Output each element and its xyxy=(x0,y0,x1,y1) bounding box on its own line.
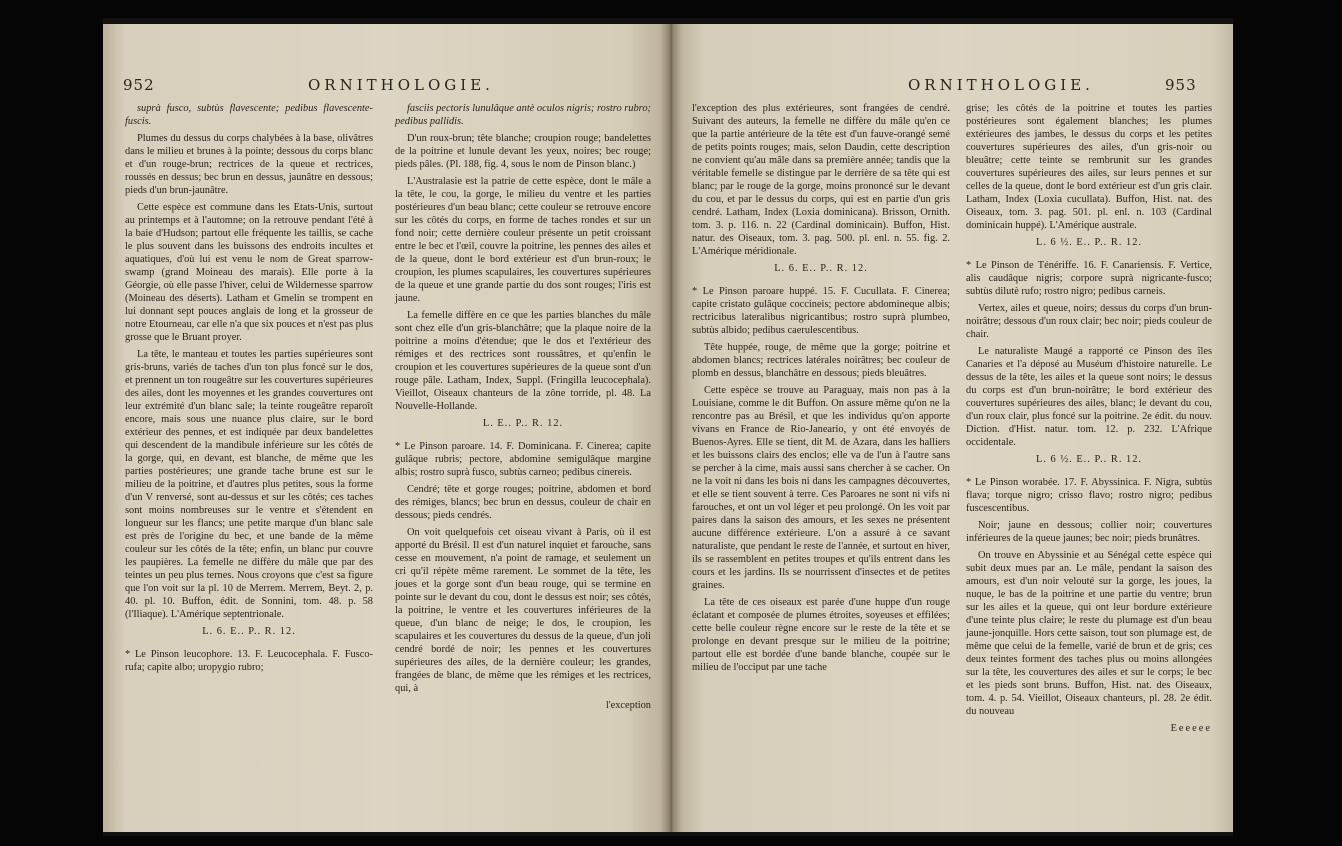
paragraph: l'exception des plus extérieures, sont frangées de cendré. Suivant des auteurs, la femelle ne diffère du mâle qu'en ce que la partie antérieure de la tête est d'un fauve-orangé semé de petits points rouges; mais, selon Daudin, cette description ne convient qu'au mâle dans sa première année; tandis que la véritable femelle se distingue par le derrière de sa tête qui est blanc; par le rouge de la gorge, moins prononcé sur le devant du cou, et par le dessus du corps, qui est en partie d'un gris cendré. Latham, Index (Loxia dominicana). Brisson, Ornith. tom. 3. p. 116. n. 22 (Cardinal dominicain). Buffon, Hist. natur. des Oiseaux, tom. 3. pag. 500. pl. enl. n. 55. fig. 2. L'Amérique méridionale. xyxy=(692,103,950,257)
left-header xyxy=(103,76,670,100)
paragraph: Vertex, ailes et queue, noirs; dessus du corps d'un brun-noirâtre; dessous d'un roux clair; bec noir; pieds couleur de chair. xyxy=(966,303,1212,340)
paragraph: On voit quelquefois cet oiseau vivant à Paris, où il est apporté du Brésil. Il est d'un naturel inquiet et farouche, sans cesse en mouvement, n'a point de ramage, et seulement un cri qu'il répète même rarement. Le sommet de la tête, les joues et la gorge sont d'un beau rouge, qui se termine en pointe sur le devant du cou, dont le dessus est noir; ses côtés, la poitrine, le ventre et les couvertures inférieures de la queue, d'un blanc de neige; le dos, le croupion, les scapulaires et les couvertures du dessus de la queue, d'un joli cendré bordé de noir; les pennes et les couvertures supérieures des ailes, de la dernière couleur; les grandes, frangées de blanc, de même que les rémiges et les rectrices, qui, à xyxy=(395,527,651,694)
measurement-line: L. 6 ½. E.. P.. R. 12. xyxy=(1036,454,1142,465)
measurement-line: L. E.. P.. R. 12. xyxy=(482,418,564,429)
species-entry: * Le Pinson de Ténériffe. 16. F. Canariensis. F. Vertice, alis caudâque nigris; corpore suprà nigricante-fusco; subtùs dilutè rufo; rostro nigro; pedibus carneis. xyxy=(966,260,1212,297)
page-number: 952 xyxy=(123,76,155,94)
right-header xyxy=(670,76,1233,100)
right-column-1 xyxy=(692,102,950,678)
species-entry: * Le Pinson worabée. 17. F. Abyssinica. F. Nigra, subtùs flava; torque nigro; crisso flavo; rostro nigro; pedibus fuscescentibus. xyxy=(966,477,1212,514)
paragraph: Cette espèce est commune dans les Etats-Unis, surtout au printemps et à l'automne; on la retrouve pendant l'été à la baie d'Hudson; partout elle fréquente les taillis, se cache le plus souvent dans les buissons des endroits incultes et aquatiques, d'où lui est venu le nom de Great sparrow-swamp (grand Moineau des marais). Elle porte à la Géorgie, où elle passe l'hiver, celui de Wildernesse sparrow (Moineau des déserts). Latham et Gmelin se trompent en lui donnant sept pouces anglais de long et la grosseur de notre Etourneau, car elle n'a que six pouces et n'est pas plus grosse que le Bruant proyer. xyxy=(125,202,373,343)
running-head: ORNITHOLOGIE. xyxy=(308,76,494,94)
page-number: 953 xyxy=(1165,76,1197,94)
paragraph: l'exception xyxy=(605,700,651,711)
open-book xyxy=(103,18,1233,836)
paragraph: On trouve en Abyssinie et au Sénégal cette espèce qui subit deux mues par an. Le mâle, pendant la saison des amours, est d'un noir velouté sur la gorge, les joues, la nuque, le bas de la poitrine et une partie du ventre; brun sur les ailes et la queue, qui ont leur bordure extérieure d'une teinte plus claire; le reste du plumage est d'un beau jaune-jonquille. Hors cette saison, tout son plumage est, de même que celui de la femelle, varié de brun et de gris; ces deux teintes forment des taches plus ou moins allongées sur la tête, les couvertures des ailes et sur le corps; le bec et les pieds sont bruns. Buffon, Hist. nat. des Oiseaux, tom. 4. p. 54. Vieillot, Oiseaux chanteurs, pl. 28. 2e édit. du nouveau xyxy=(966,550,1212,717)
paragraph: La tête, le manteau et toutes les parties supérieures sont gris-bruns, variés de taches d'un ton plus foncé sur le dos, et prennent un ton rougeâtre sur les couvertures supérieures des ailes, dont les moyennes et les grandes couvertures ont leur extrémité d'un blanc sale; la teinte rougeâtre reparoît encore, mais sous une nuance plus claire, sur le bord extérieur des pennes, et est indiquée par deux bandelettes qui descendent de la mandibule inférieure sur les côtés de la gorge, qui, en devant, est blanche, de même que les parties postérieures; une grande tache brune est sur le milieu de la poitrine, et d'autres plus petites, sous la forme d'un V renversé, sont au-dessus et sur les côtés; ces taches sont moins nombreuses sur le ventre et s'étendent en longueur sur les flancs; une petite marque d'un blanc sale est près de l'origine du bec, et une bande de la même couleur sur les côtés de la tête; enfin, un blanc pur couvre les paupières. La femelle ne diffère du mâle que par des teintes un peu plus ternes. Nous croyons que c'est sa figure que l'on voit sur la pl. 10 de Merrem. Merrem, Beyt. 2, p. 40. pl. 10. Buffon, édit. de Sonnini, tom. 48. p. 58 (l'Iliaque). L'Amérique septentrionale. xyxy=(125,349,373,620)
paragraph: Plumes du dessus du corps chalybées à la base, olivâtres dans le milieu et brunes à la pointe; dessous du corps blanc et d'un rouge-brun; rectrices de la queue et rectrices, roussés en dessus; bec brun en dessus, jaunâtre en dessous; pieds d'un brun-jaunâtre. xyxy=(125,133,373,196)
right-column-2 xyxy=(966,102,1212,739)
measurement-line: L. 6 ½. E.. P.. R. 12. xyxy=(1036,237,1142,248)
species-entry: * Le Pinson paroare. 14. F. Dominicana. F. Cinerea; capite gulâque rubris; pectore, abdomine semigulâque margine albis; rostro suprà fusco, subtùs carneo; pedibus cinereis. xyxy=(395,441,651,478)
paragraph: Noir; jaune en dessous; collier noir; couvertures inférieures de la queue jaunes; bec noir; pieds brunâtres. xyxy=(966,520,1212,544)
species-entry: * Le Pinson leucophore. 13. F. Leucocephala. F. Fusco-rufa; capite albo; uropygio rubro; xyxy=(125,649,373,673)
paragraph: suprà fusco, subtùs flavescente; pedibus flavescente-fuscis. xyxy=(125,103,373,127)
paragraph: Cendré; tête et gorge rouges; poitrine, abdomen et bord des rémiges, blancs; bec brun en dessus, couleur de chair en dessous; pieds cendrés. xyxy=(395,484,651,521)
paragraph: Tête huppée, rouge, de même que la gorge; poitrine et abdomen blancs; rectrices latérales noirâtres; bec couleur de plomb en dessus, blanchâtre en dessous; pieds bleuâtres. xyxy=(692,342,950,379)
paragraph: La femelle diffère en ce que les parties blanches du mâle sont chez elle d'un gris-blanchâtre; que la plaque noire de la poitrine a moins d'étendue; que le dos et l'extérieur des rémiges et des rectrices sont roussâtres, et qu'enfin le croupion et les couvertures supérieures de la queue sont d'un rouge pâle. Latham, Index, Suppl. (Fringilla leucocephala). Vieillot, Oiseaux chanteurs de la zône torride, pl. 48. La Nouvelle-Hollande. xyxy=(395,310,651,412)
paragraph: Cette espèce se trouve au Paraguay, mais non pas à la Louisiane, comme le dit Buffon. On assure même qu'on ne la rencontre pas au Brésil, et que les individus qu'on apporte vivans en France de Rio-Janeario, y ont été envoyés de Buenos-Ayres. Elle se tient, dit M. de Azara, dans les halliers et les buissons clairs des enclos; elle va de l'un à l'autre sans se percher à la cime, mais aussi sans chercher à se cacher. On ne la voit ni dans les bois ni dans les campagnes découvertes, et elle se tient souvent à terre. Ces Paroares ne sont ni vifs ni farouches, et ont un vol léger et peu prolongé. On les voit par paires dans la saison des amours, et les sexes ne présentent aucune différence extérieure. L'on a assuré à ce savant naturaliste, que pendant le reste de l'année, et surtout en hiver, ils se rassemblent en petites troupes et qu'ils entrent dans les cours et les jardins. Ils se nourrissent d'insectes et de petites graines. xyxy=(692,385,950,591)
paragraph: Le naturaliste Maugé a rapporté ce Pinson des îles Canaries et l'a déposé au Muséum d'histoire naturelle. Le dessus de la tête, les ailes et la queue sont noirs; le dessus du corps est d'un brun-noirâtre; le bord extérieur des couvertures supérieures des ailes, blanc; le devant du cou, d'un roux clair, plus foncé sur la poitrine. 2e édit. du nouv. Diction. d'Hist. natur. tom. 12. p. 232. L'Afrique occidentale. xyxy=(966,346,1212,448)
paragraph: Eeeeee xyxy=(1170,723,1212,734)
paragraph: D'un roux-brun; tête blanche; croupion rouge; bandelettes de la poitrine et lunule devant les yeux, noires; bec rouge; pieds pâles. (Pl. 188, fig. 4, sous le nom de Pinson blanc.) xyxy=(395,133,651,170)
left-page xyxy=(103,24,670,832)
paragraph: grise; les côtés de la poitrine et toutes les parties postérieures sont également blanches; les plumes extérieures des jambes, le dessus du corps et les petites couvertures supérieures des ailes, d'un gris-noir ou bleuâtre; cette teinte se rembrunit sur les grandes couvertures supérieures des ailes, sur leurs pennes et sur celles de la queue, dont le bord extérieur est d'un gris clair. Latham, Index (Loxia cucullata). Buffon, Hist. nat. des Oiseaux, tom. 3. pag. 501. pl. enl. n. 103 (Cardinal dominicain huppé). L'Amérique australe. xyxy=(966,103,1212,231)
paragraph: L'Australasie est la patrie de cette espèce, dont le mâle a la tête, le cou, la gorge, le milieu du ventre et les parties postérieures d'un beau blanc; cette couleur se retrouve encore sur les côtés du corps, en forme de taches rondes et sur un fond noir; cette dernière couleur présente un petit croissant entre le bec et l'œil, couvre la poitrine, les pennes des ailes et de la queue, dont le bord extérieur est d'un brun-roux; le croupion, les plumes scapulaires, les couvertures supérieures de la queue et une grande partie du dos sont rouges; l'iris est jaune. xyxy=(395,176,651,304)
left-column-2 xyxy=(395,102,651,716)
measurement-line: L. 6. E.. P.. R. 12. xyxy=(774,263,868,274)
paragraph: La tête de ces oiseaux est parée d'une huppe d'un rouge éclatant et composée de plumes étroites, soyeuses et effilées; cette belle couleur règne encore sur le reste de la tête et se prolonge en devant presque sur le milieu de la poitrine; partout elle est bordée d'une bande blanche, coupée sur le milieu de l'occiput par une tache xyxy=(692,597,950,673)
species-entry: * Le Pinson paroare huppé. 15. F. Cucullata. F. Cinerea; capite cristato gulâque coccineis; pectore abdomineque albis; rectricibus lateralibus nigricantibus; rostro suprà plumbeo, subtùs albido; pedibus caerulescentibus. xyxy=(692,286,950,336)
book-gutter xyxy=(660,24,682,832)
right-page xyxy=(670,24,1233,832)
paragraph: fasciis pectoris lunulâque antè oculos nigris; rostro rubro; pedibus pallidis. xyxy=(395,103,651,127)
measurement-line: L. 6. E.. P.. R. 12. xyxy=(202,626,296,637)
left-column-1 xyxy=(125,102,373,678)
running-head: ORNITHOLOGIE. xyxy=(908,76,1094,94)
